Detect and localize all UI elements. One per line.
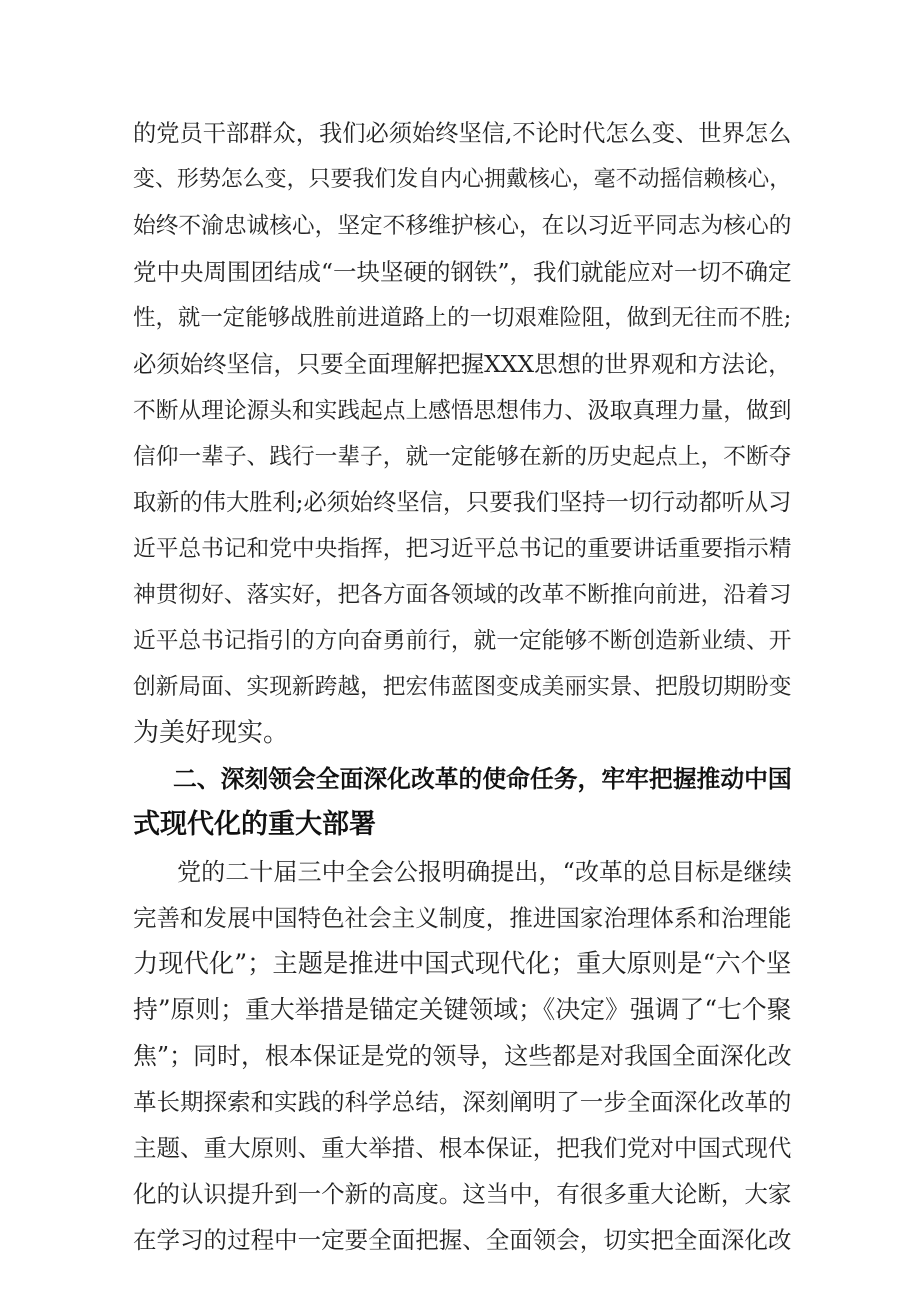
- document-body: [133, 111, 795, 1263]
- text-line: 在学习的过程中一定要全面把握、全面领会，切实把全面深化改: [133, 1226, 792, 1255]
- text-line: 持”原则；重大举措是锚定关键领域；《决定》强调了“七个聚: [133, 994, 792, 1024]
- text-line: 近平总书记指引的方向奋勇前行，就一定能够不断创造新业绩、开: [133, 628, 792, 655]
- text-line: 党中央周围团结成“一块坚硬的钢铁”，我们就能应对一切不确定: [133, 258, 792, 287]
- text-line: 始终不渝忠诚核心，坚定不移维护核心，在以习近平同志为核心的: [133, 213, 792, 240]
- text-line: 为美好现实。: [133, 718, 290, 749]
- paragraph-reform-goals: [133, 849, 795, 1264]
- section-heading: [133, 756, 795, 848]
- text-line: 性，就一定能够战胜前进道路上的一切艰难险阻，做到无往而不胜;: [133, 305, 792, 332]
- text-line: 取新的伟大胜利;必须始终坚信，只要我们坚持一切行动都听从习: [133, 488, 792, 516]
- text-line: 变、形势怎么变，只要我们发自内心拥戴核心，毫不动摇信赖核心，: [133, 167, 792, 193]
- paragraph-core-conviction: [133, 111, 795, 756]
- text-line: 主题、重大原则、重大举措、根本保证，把我们党对中国式现代: [133, 1134, 792, 1163]
- text-line: 必须始终坚信，只要全面理解把握XXX思想的世界观和方法论，: [133, 350, 792, 379]
- text-line: 的党员干部群众，我们必须始终坚信,不论时代怎么变、世界怎么: [133, 120, 792, 147]
- text-line: 力现代化”；主题是推进中国式现代化；重大原则是“六个坚: [133, 948, 792, 978]
- text-line: 创新局面、实现新跨越，把宏伟蓝图变成美丽实景、把殷切期盼变: [133, 674, 792, 701]
- text-line: 党的二十届三中全会公报明确提出，“改革的总目标是继续: [177, 857, 792, 886]
- text-line: 化的认识提升到一个新的高度。这当中，有很多重大论断，大家: [133, 1180, 792, 1209]
- text-line: 不断从理论源头和实践起点上感悟思想伟力、汲取真理力量，做到: [133, 397, 792, 424]
- text-line: 神贯彻好、落实好，把各方面各领域的改革不断推向前进，沿着习: [133, 581, 792, 608]
- text-line: 近平总书记和党中央指挥，把习近平总书记的重要讲话重要指示精: [133, 535, 792, 562]
- heading-line: 二、深刻领会全面深化改革的使命任务，牢牢把握推动中国: [173, 765, 792, 794]
- text-line: 焦”；同时，根本保证是党的领导，这些都是对我国全面深化改: [133, 1041, 792, 1070]
- text-line: 革长期探索和实践的科学总结，深刻阐明了一步全面深化改革的: [133, 1087, 792, 1116]
- text-line: 完善和发展中国特色社会主义制度，推进国家治理体系和治理能: [133, 903, 792, 932]
- heading-line: 式现代化的重大部署: [133, 809, 376, 841]
- text-line: 信仰一辈子、践行一辈子，就一定能够在新的历史起点上，不断夺: [133, 443, 792, 470]
